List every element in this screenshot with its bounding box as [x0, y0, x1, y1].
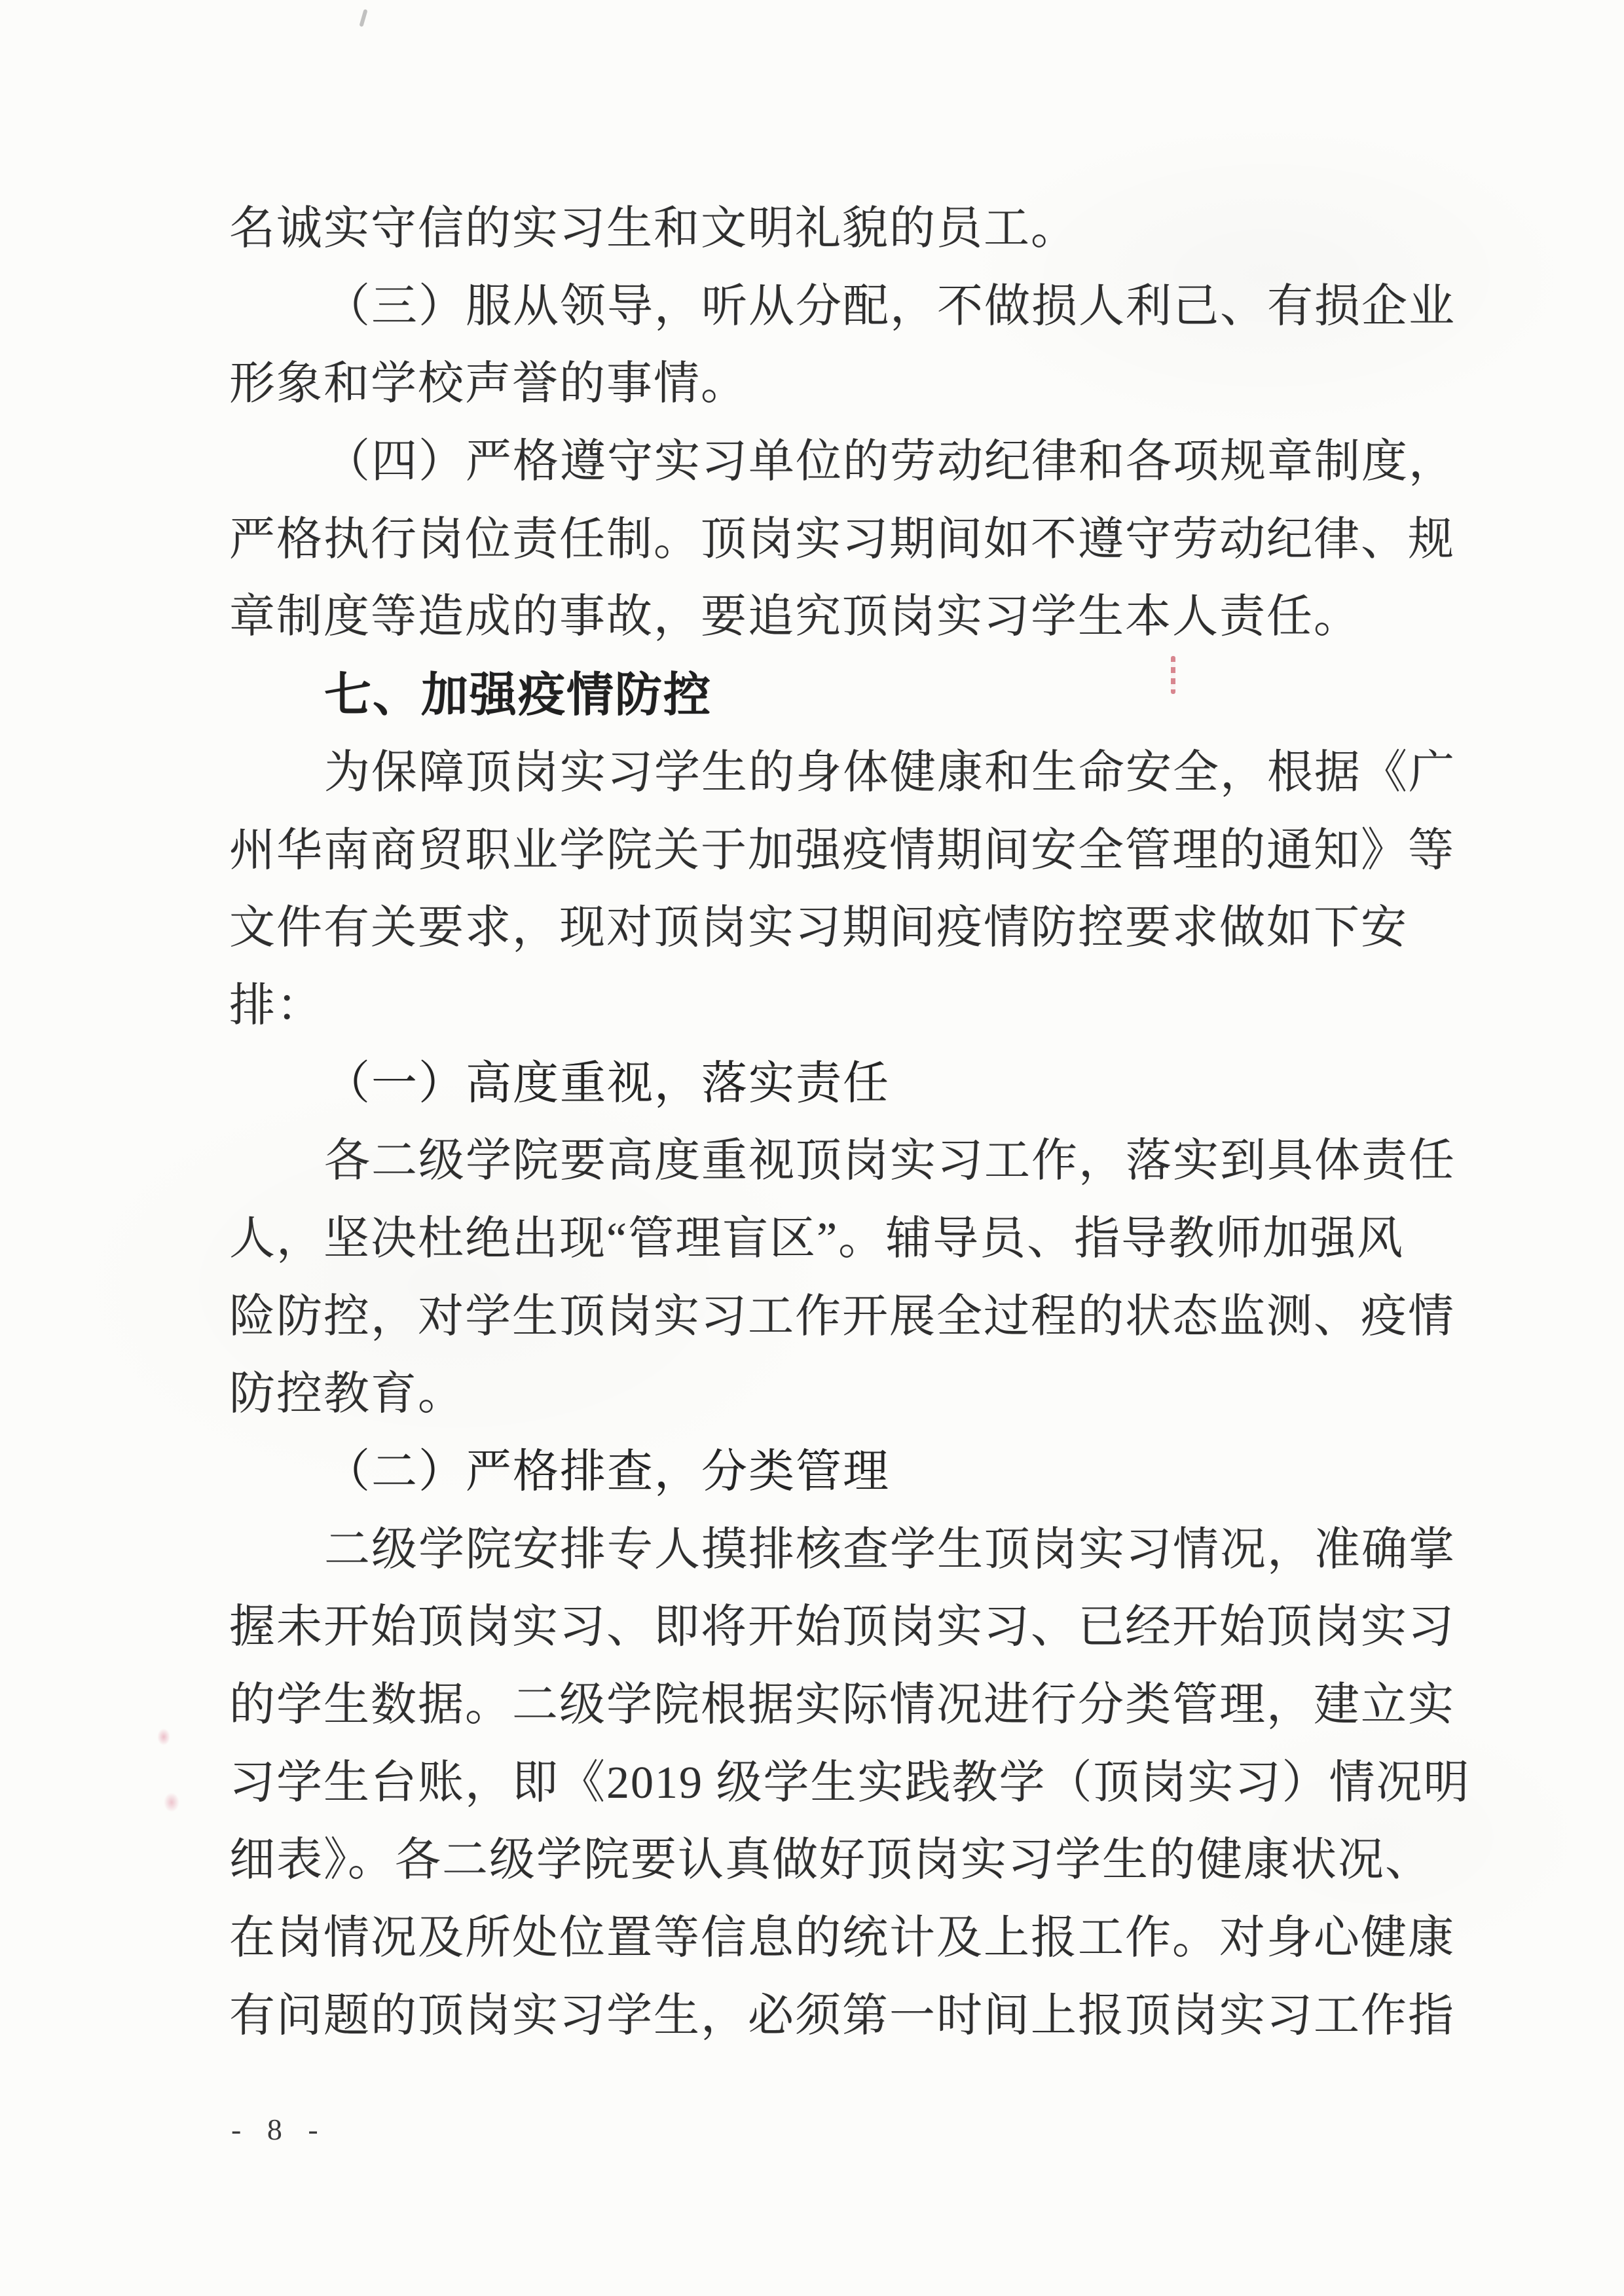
document-line: 州华南商贸职业学院关于加强疫情期间安全管理的通知》等	[229, 825, 1455, 876]
document-line: 人，坚决杜绝出现“管理盲区”。辅导员、指导教师加强风	[229, 1213, 1405, 1264]
scan-pink-speck	[164, 1793, 179, 1812]
document-line: 各二级学院要高度重视顶岗实习工作，落实到具体责任	[324, 1136, 1456, 1187]
document-line: （四）严格遵守实习单位的劳动纪律和各项规章制度，	[324, 437, 1456, 488]
scan-pink-speck	[157, 1728, 170, 1745]
document-line: 排：	[229, 980, 323, 1031]
document-line: 为保障顶岗实习学生的身体健康和生命安全，根据《广	[324, 747, 1456, 798]
page-number: - 8 -	[231, 2113, 327, 2146]
scan-smudge-mark	[359, 9, 367, 27]
document-line: 名诚实守信的实习生和文明礼貌的员工。	[229, 204, 1078, 254]
document-line: 有问题的顶岗实习学生，必须第一时间上报顶岗实习工作指	[229, 1990, 1455, 2041]
document-line: 严格执行岗位责任制。顶岗实习期间如不遵守劳动纪律、规	[229, 514, 1455, 565]
document-line: 文件有关要求，现对顶岗实习期间疫情防控要求做如下安	[229, 903, 1408, 954]
document-line: 防控教育。	[229, 1369, 465, 1420]
document-body	[229, 191, 1471, 2056]
document-line: 二级学院安排专人摸排核查学生顶岗实习情况，准确掌	[324, 1524, 1456, 1575]
document-line: （一）高度重视，落实责任	[324, 1058, 890, 1109]
document-line: 的学生数据。二级学院根据实际情况进行分类管理，建立实	[229, 1680, 1455, 1731]
document-line: 险防控，对学生顶岗实习工作开展全过程的状态监测、疫情	[229, 1291, 1455, 1342]
document-line: 形象和学校声誉的事情。	[229, 359, 748, 410]
document-line: 在岗情况及所处位置等信息的统计及上报工作。对身心健康	[229, 1913, 1455, 1964]
document-line: 章制度等造成的事故，要追究顶岗实习学生本人责任。	[229, 592, 1361, 643]
document-line: 七、加强疫情防控	[324, 669, 712, 722]
document-line: 握未开始顶岗实习、即将开始顶岗实习、已经开始顶岗实习	[229, 1602, 1455, 1653]
document-line: 习学生台账，即《2019 级学生实践教学（顶岗实习）情况明	[229, 1757, 1471, 1808]
document-line: 细表》。各二级学院要认真做好顶岗实习学生的健康状况、	[229, 1835, 1432, 1886]
document-line: （二）严格排查，分类管理	[324, 1447, 890, 1497]
document-line: （三）服从领导，听从分配，不做损人利己、有损企业	[324, 281, 1456, 332]
